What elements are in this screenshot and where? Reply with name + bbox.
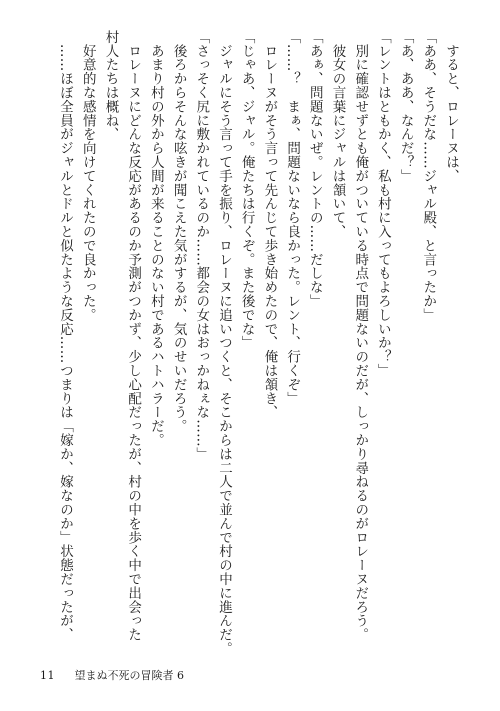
- text-line: ロレーヌにどんな反応があるのか予測がつかず、少し心配だったが、村の中を歩く中で出会った: [125, 30, 142, 642]
- body-text: [22, 30, 462, 656]
- page-number: 11: [40, 669, 55, 682]
- text-line: ロレーヌがそう言って先んじて歩き始めたので、俺は頷き、: [261, 30, 278, 420]
- page-footer: [40, 667, 184, 683]
- text-line: ジャルにそう言って手を振り、ロレーヌに追いつくと、そこからは二人で並んで村の中に進んだ。: [215, 30, 232, 656]
- text-line: 別に確認せずとも俺がついている時点で問題ないのだが、しっかり尋ねるのがロレーヌだろう。: [352, 30, 369, 642]
- text-line: 「レントはともかく、私も村に入ってもよろしいか？」: [374, 30, 391, 378]
- text-line: ……ほぼ全員がジャルとドルと似たような反応……つまりは「嫁か、嫁なのか」状態だったが、: [57, 30, 74, 642]
- text-line: 「ああ、そうだな……ジャル殿、と言ったか」: [420, 30, 437, 322]
- book-title: 望まぬ不死の冒険者 6: [74, 669, 184, 682]
- text-line: 彼女の言葉にジャルは頷いて、: [329, 30, 346, 239]
- text-line: 「あぁ、問題ないぜ。レントの……だしな」: [306, 30, 323, 308]
- text-line: 「……？ まぁ、問題ないなら良かった。レント、行くぞ」: [284, 30, 301, 406]
- text-line: 村人たちは概ね、: [102, 30, 119, 142]
- text-line: 「じゃあ、ジャル。俺たちは行くぞ。また後でな」: [238, 30, 255, 350]
- text-line: 「さっそく尻に敷かれているのか……都会の女はおっかねぇな……」: [193, 30, 210, 461]
- text-line: すると、ロレーヌは、: [443, 30, 459, 183]
- text-line: 「あ、ああ、なんだ？」: [397, 30, 414, 183]
- text-line: 好意的な感情を向けてくれたので良かった。: [79, 30, 96, 322]
- text-line: 後ろからそんな呟きが聞こえた気がするが、気のせいだろう。: [170, 30, 187, 434]
- text-line: あまり村の外から人間が来ることのない村であるハトハラーだ。: [147, 30, 164, 447]
